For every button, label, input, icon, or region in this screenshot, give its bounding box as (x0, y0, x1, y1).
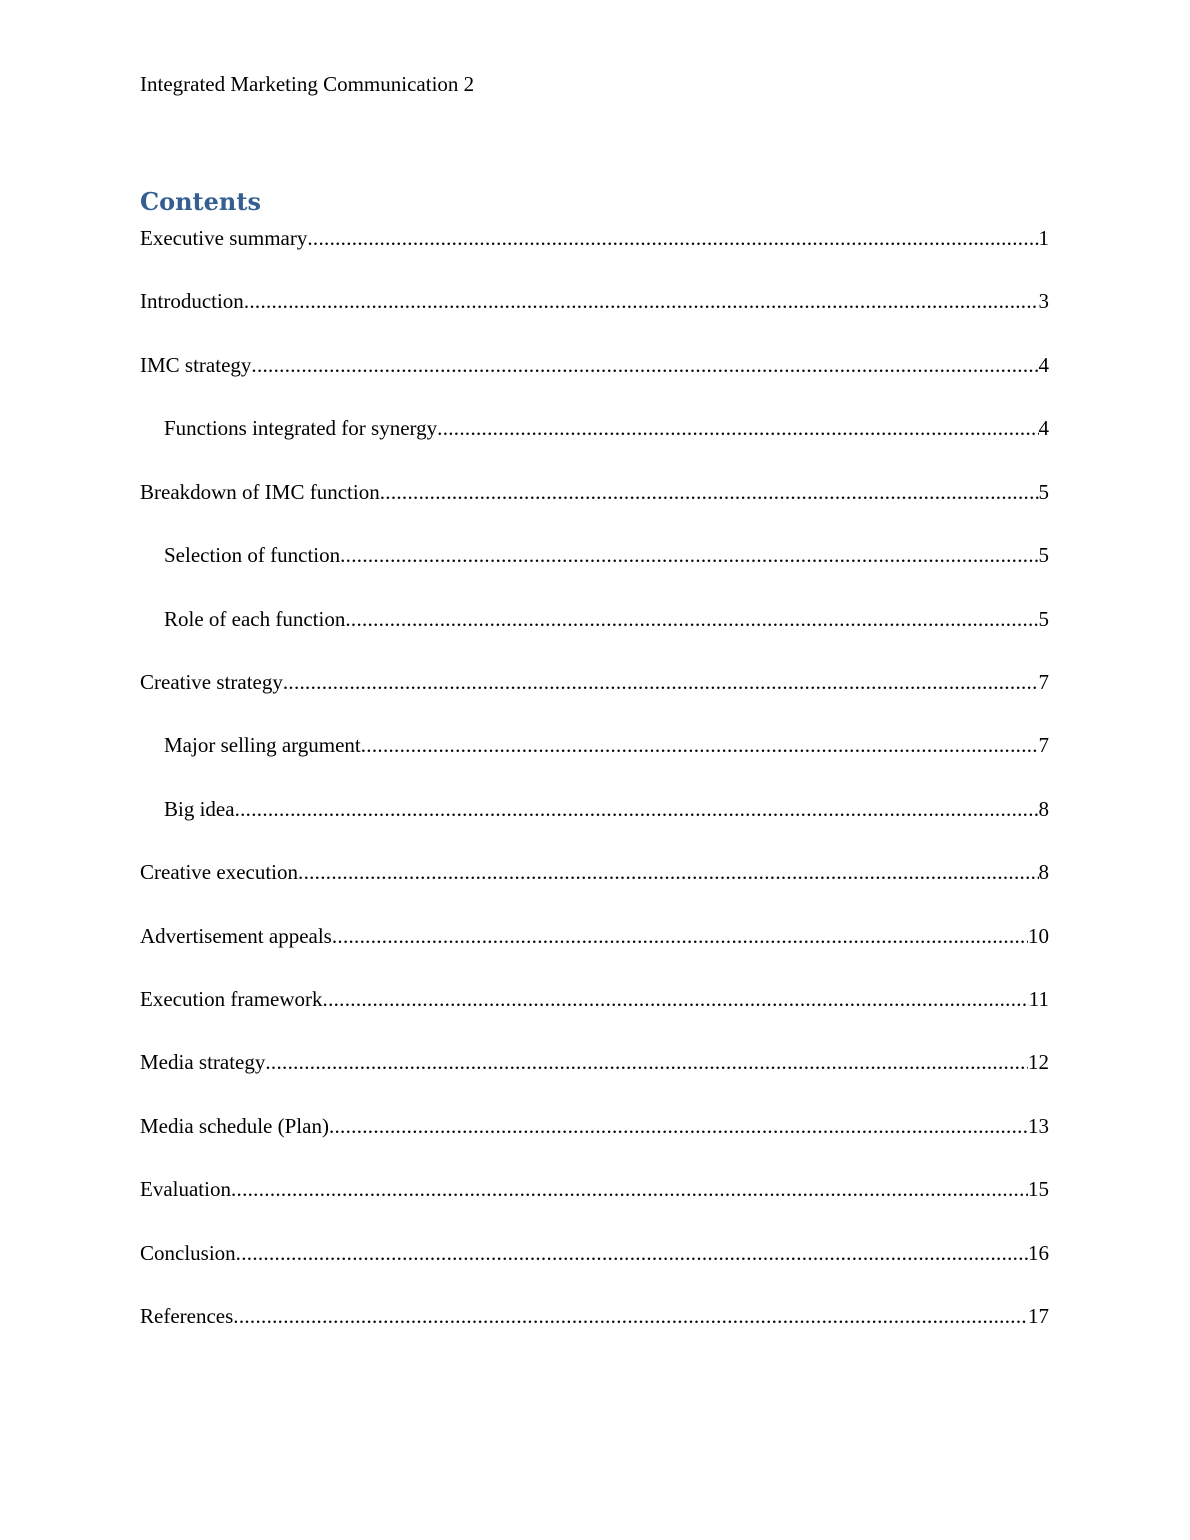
toc-entry-functions-integrated[interactable] (140, 413, 1049, 443)
toc-dot-leader (332, 921, 1028, 951)
toc-entry-page: 4 (1038, 416, 1049, 441)
toc-entry-page: 7 (1038, 733, 1049, 758)
toc-entry-references[interactable] (140, 1301, 1049, 1331)
toc-entry-advertisement-appeals[interactable] (140, 921, 1049, 951)
toc-entry-label: Execution framework (140, 987, 323, 1012)
toc-entry-page: 1 (1038, 226, 1049, 250)
toc-entry-page: 10 (1028, 923, 1049, 948)
toc-entry-page: 13 (1028, 1113, 1049, 1138)
toc-dot-leader (307, 223, 1038, 253)
toc-entry-page: 4 (1038, 352, 1049, 377)
toc-entry-page: 7 (1038, 669, 1049, 694)
toc-dot-leader (265, 1047, 1028, 1077)
toc-entry-label: Major selling argument (164, 733, 361, 758)
toc-entry-breakdown-imc[interactable] (140, 477, 1049, 507)
toc-entry-page: 8 (1038, 860, 1049, 885)
toc-dot-leader (329, 1111, 1028, 1141)
toc-dot-leader (380, 477, 1039, 507)
toc-entry-label: References (140, 1304, 234, 1329)
toc-entry-label: Advertisement appeals (140, 923, 332, 948)
toc-entry-label: Creative execution (140, 860, 299, 885)
toc-entry-executive-summary[interactable] (140, 223, 1049, 253)
toc-entry-conclusion[interactable] (140, 1238, 1049, 1268)
toc-entry-label: Big idea (164, 796, 235, 821)
toc-entry-big-idea[interactable] (140, 794, 1049, 824)
toc-dot-leader (233, 1301, 1028, 1331)
toc-entry-page: 5 (1038, 479, 1049, 504)
toc-entry-label: Selection of function (164, 543, 341, 568)
toc-entry-page: 5 (1038, 606, 1049, 631)
toc-entry-page: 5 (1038, 543, 1049, 568)
toc-entry-media-strategy[interactable] (140, 1047, 1049, 1077)
toc-entry-execution-framework[interactable] (140, 984, 1049, 1014)
toc-entry-page: 3 (1038, 289, 1049, 314)
toc-entry-selection-of-function[interactable] (140, 540, 1049, 570)
toc-entry-page: 15 (1028, 1177, 1049, 1202)
toc-dot-leader (251, 350, 1038, 380)
toc-entry-media-schedule[interactable] (140, 1111, 1049, 1141)
toc-entry-introduction[interactable] (140, 286, 1049, 316)
toc-entry-page: 12 (1028, 1050, 1049, 1075)
toc-entry-page: 11 (1028, 987, 1049, 1012)
toc-entry-label: Evaluation (140, 1177, 231, 1202)
toc-title: Contents (140, 187, 261, 216)
toc-entry-label: Functions integrated for synergy (164, 416, 438, 441)
toc-entry-major-selling-argument[interactable] (140, 730, 1049, 760)
toc-dot-leader (361, 730, 1039, 760)
toc-entry-label: Media schedule (Plan) (140, 1113, 329, 1138)
toc-entry-evaluation[interactable] (140, 1174, 1049, 1204)
toc-entry-label: Creative strategy (140, 669, 283, 694)
toc-dot-leader (236, 1238, 1028, 1268)
toc-entry-label: Role of each function (164, 606, 346, 631)
toc-entry-role-of-each-function[interactable] (140, 604, 1049, 634)
toc-dot-leader (283, 667, 1039, 697)
toc-dot-leader (340, 540, 1038, 570)
toc-entry-page: 16 (1028, 1240, 1049, 1265)
toc-entry-label: Executive summary (140, 226, 308, 250)
table-of-contents (140, 223, 1049, 1365)
toc-dot-leader (235, 794, 1039, 824)
toc-entry-label: Introduction (140, 289, 244, 314)
running-header: Integrated Marketing Communication 2 (140, 72, 475, 96)
toc-entry-imc-strategy[interactable] (140, 350, 1049, 380)
toc-dot-leader (345, 604, 1038, 634)
toc-entry-creative-strategy[interactable] (140, 667, 1049, 697)
toc-entry-label: Conclusion (140, 1240, 236, 1265)
toc-entry-label: Breakdown of IMC function (140, 479, 380, 504)
toc-entry-creative-execution[interactable] (140, 857, 1049, 887)
toc-dot-leader (323, 984, 1029, 1014)
toc-dot-leader (298, 857, 1038, 887)
toc-dot-leader (244, 286, 1039, 316)
toc-dot-leader (437, 413, 1038, 443)
toc-entry-page: 17 (1028, 1304, 1049, 1329)
toc-entry-label: Media strategy (140, 1050, 266, 1075)
toc-dot-leader (231, 1174, 1028, 1204)
toc-entry-label: IMC strategy (140, 352, 252, 377)
toc-entry-page: 8 (1038, 796, 1049, 821)
